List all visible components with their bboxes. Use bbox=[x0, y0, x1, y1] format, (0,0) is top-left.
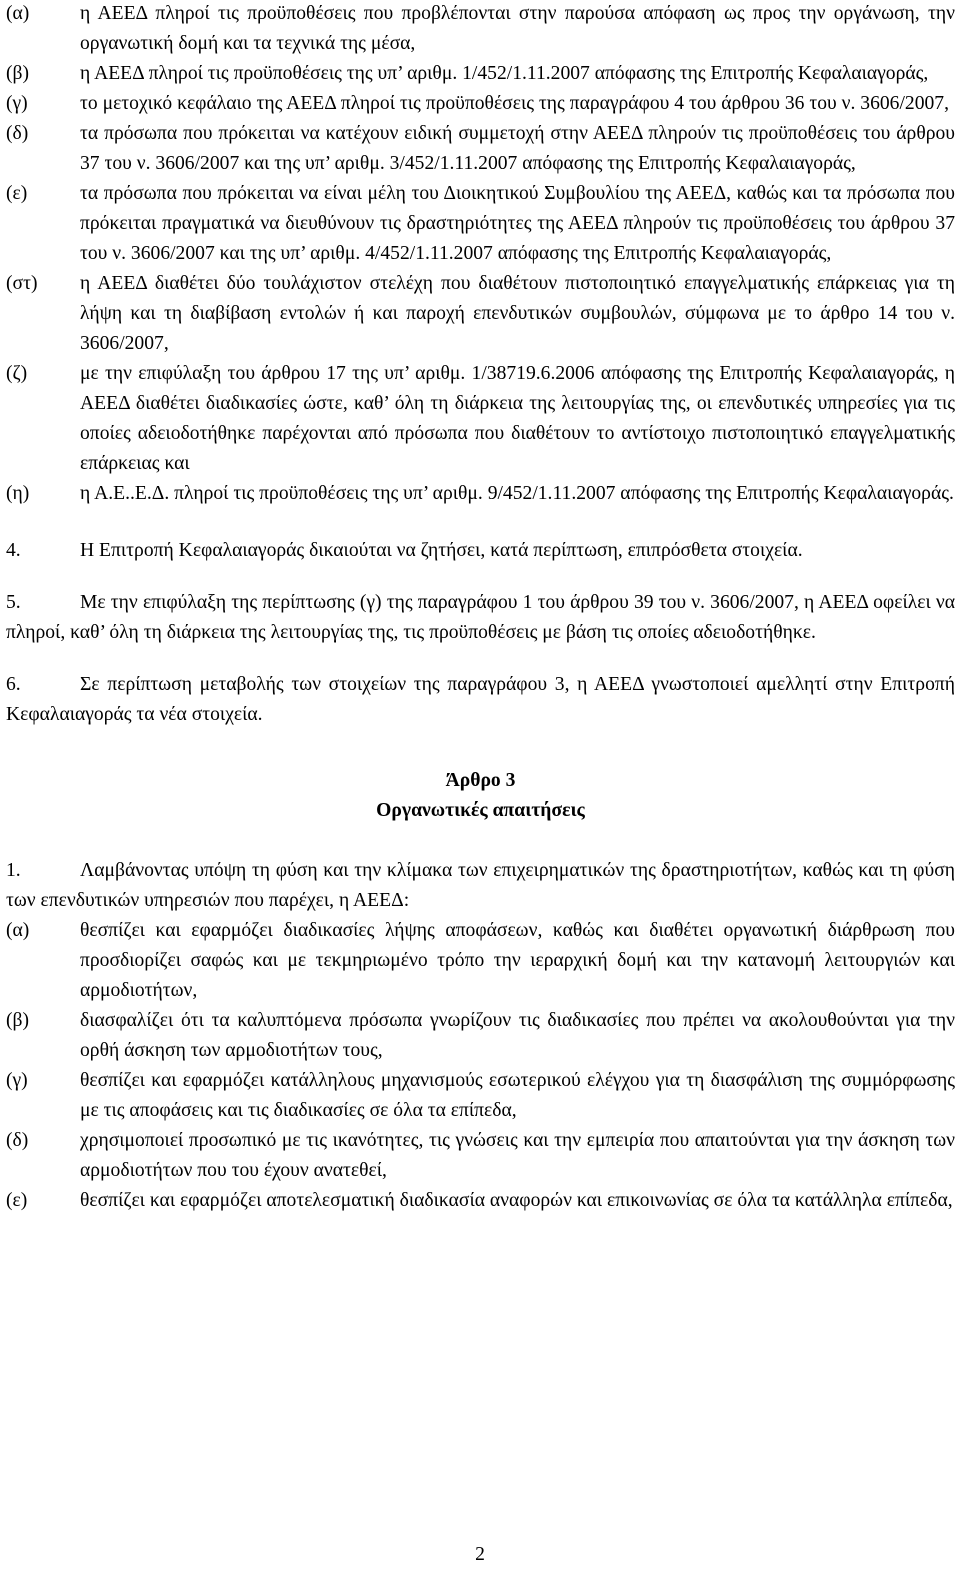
document-page bbox=[6, 0, 955, 1216]
paragraph-text: Λαμβάνοντας υπόψη τη φύση και την κλίμακα των επιχειρηματικών της δραστηριοτήτων, καθώς και τη φύση των επενδυτικών υπηρεσιών που παρέχει, η ΑΕΕΔ: bbox=[6, 860, 955, 911]
list-item-label: (ε) bbox=[6, 183, 28, 204]
list-item bbox=[6, 179, 955, 269]
article-title: Άρθρο 3 bbox=[445, 770, 516, 791]
list-item bbox=[6, 89, 955, 119]
list-item-label: (ζ) bbox=[6, 363, 28, 384]
list-item-text: θεσπίζει και εφαρμόζει διαδικασίες λήψης αποφάσεων, καθώς και διαθέτει οργανωτική διάρθρωση που προσδιορίζει σαφώς και με τεκμηριωμένο τρόπο την ιεραρχική δομή και την κατανομή λειτουργιών και αρμοδιοτήτων, bbox=[80, 920, 955, 1001]
paragraph-number: 1. bbox=[6, 860, 21, 881]
list-item-label: (β) bbox=[6, 63, 30, 84]
list-item bbox=[6, 916, 955, 1006]
list-item-text: θεσπίζει και εφαρμόζει κατάλληλους μηχανισμούς εσωτερικού ελέγχου για τη διασφάλιση της συμμόρφωσης με τις αποφάσεις και τις διαδικασίες σε όλα τα επίπεδα, bbox=[80, 1070, 955, 1121]
list-item bbox=[6, 1066, 955, 1126]
page-number: 2 bbox=[475, 1544, 485, 1565]
list-bottom bbox=[6, 916, 955, 1216]
paragraph-number: 4. bbox=[6, 540, 21, 561]
list-item-text: τα πρόσωπα που πρόκειται να είναι μέλη του Διοικητικού Συμβουλίου της ΑΕΕΔ, καθώς και τα πρόσωπα που πρόκειται πραγματικά να διευθύνουν τις δραστηριότητες της ΑΕΕΔ πληρούν τις προϋποθέσεις του άρθρου 37 του ν. 3606/2007 και της υπ’ αριθμ. 4/452/1.11.2007 απόφασης της Επιτροπής Κεφαλαιαγοράς, bbox=[80, 183, 955, 264]
list-item-label: (ε) bbox=[6, 1190, 28, 1211]
list-item bbox=[6, 1186, 955, 1216]
paragraph-5 bbox=[6, 588, 955, 648]
article-subtitle: Οργανωτικές απαιτήσεις bbox=[376, 800, 585, 821]
list-item bbox=[6, 59, 955, 89]
list-item bbox=[6, 1006, 955, 1066]
list-item bbox=[6, 479, 955, 509]
paragraph-number: 6. bbox=[6, 674, 21, 695]
list-item-text: το μετοχικό κεφάλαιο της ΑΕΕΔ πληροί τις προϋποθέσεις της παραγράφου 4 του άρθρου 36 του ν. 3606/2007, bbox=[80, 93, 949, 114]
list-item bbox=[6, 0, 955, 59]
list-item-text: η Α.Ε..Ε.Δ. πληροί τις προϋποθέσεις της υπ’ αριθμ. 9/452/1.11.2007 απόφασης της Επιτροπής Κεφαλαιαγοράς. bbox=[80, 483, 954, 504]
paragraph-4 bbox=[6, 536, 955, 566]
list-item-text: η ΑΕΕΔ διαθέτει δύο τουλάχιστον στελέχη που διαθέτουν πιστοποιητικό επαγγελματικής επάρκειας για τη λήψη και τη διαβίβαση εντολών ή και παροχή επενδυτικών συμβουλών, σύμφωνα με το άρθρο 14 του ν. 3606/2007, bbox=[80, 273, 955, 354]
paragraph-text: Σε περίπτωση μεταβολής των στοιχείων της παραγράφου 3, η ΑΕΕΔ γνωστοποιεί αμελλητί στην Επιτροπή Κεφαλαιαγοράς τα νέα στοιχεία. bbox=[6, 674, 955, 725]
list-item bbox=[6, 119, 955, 179]
list-item-text: με την επιφύλαξη του άρθρου 17 της υπ’ αριθμ. 1/38719.6.2006 απόφασης της Επιτροπής Κεφαλαιαγοράς, η ΑΕΕΔ διαθέτει διαδικασίες ώστε, καθ’ όλη τη διάρκεια της λειτουργίας της, οι επενδυτικές υπηρεσίες για τις οποίες αδειοδοτήθηκε παρέχονται από πρόσωπα που διαθέτουν το αντίστοιχο πιστοποιητικό επαγγελματικής επάρκειας και bbox=[80, 363, 955, 474]
list-item-text: η ΑΕΕΔ πληροί τις προϋποθέσεις που προβλέπονται στην παρούσα απόφαση ως προς την οργάνωση, την οργανωτική δομή και τα τεχνικά της μέσα, bbox=[80, 3, 955, 54]
paragraph-text: Η Επιτροπή Κεφαλαιαγοράς δικαιούται να ζητήσει, κατά περίπτωση, επιπρόσθετα στοιχεία. bbox=[80, 540, 803, 561]
paragraph-1 bbox=[6, 856, 955, 916]
list-item-text: διασφαλίζει ότι τα καλυπτόμενα πρόσωπα γνωρίζουν τις διαδικασίες που πρέπει να ακολουθούνται για την ορθή άσκηση των αρμοδιοτήτων τους, bbox=[80, 1010, 955, 1061]
list-item-text: τα πρόσωπα που πρόκειται να κατέχουν ειδική συμμετοχή στην ΑΕΕΔ πληρούν τις προϋποθέσεις του άρθρου 37 του ν. 3606/2007 και της υπ’ αριθμ. 3/452/1.11.2007 απόφασης της Επιτροπής Κεφαλαιαγοράς, bbox=[80, 123, 955, 174]
list-item-label: (δ) bbox=[6, 1130, 29, 1151]
list-item-label: (η) bbox=[6, 483, 30, 504]
paragraph-number: 5. bbox=[6, 592, 21, 613]
paragraph-6 bbox=[6, 670, 955, 730]
list-item bbox=[6, 1126, 955, 1186]
list-top bbox=[6, 0, 955, 509]
list-item bbox=[6, 269, 955, 359]
list-item-label: (α) bbox=[6, 920, 30, 941]
paragraph-text: Με την επιφύλαξη της περίπτωσης (γ) της παραγράφου 1 του άρθρου 39 του ν. 3606/2007, η ΑΕΕΔ οφείλει να πληροί, καθ’ όλη τη διάρκεια της λειτουργίας της, τις προϋποθέσεις με βάση τις οποίες αδειοδοτήθηκε. bbox=[6, 592, 955, 643]
list-item-label: (γ) bbox=[6, 1070, 28, 1091]
list-item-text: θεσπίζει και εφαρμόζει αποτελεσματική διαδικασία αναφορών και επικοινωνίας σε όλα τα κατάλληλα επίπεδα, bbox=[80, 1190, 953, 1211]
list-item bbox=[6, 359, 955, 479]
list-item-text: χρησιμοποιεί προσωπικό με τις ικανότητες, τις γνώσεις και την εμπειρία που απαιτούνται για την άσκηση των αρμοδιοτήτων που του έχουν ανατεθεί, bbox=[80, 1130, 955, 1181]
list-item-label: (β) bbox=[6, 1010, 30, 1031]
list-item-label: (α) bbox=[6, 3, 30, 24]
list-item-label: (στ) bbox=[6, 273, 38, 294]
list-item-label: (γ) bbox=[6, 93, 28, 114]
list-item-label: (δ) bbox=[6, 123, 29, 144]
list-item-text: η ΑΕΕΔ πληροί τις προϋποθέσεις της υπ’ αριθμ. 1/452/1.11.2007 απόφασης της Επιτροπής Κεφαλαιαγοράς, bbox=[80, 63, 929, 84]
